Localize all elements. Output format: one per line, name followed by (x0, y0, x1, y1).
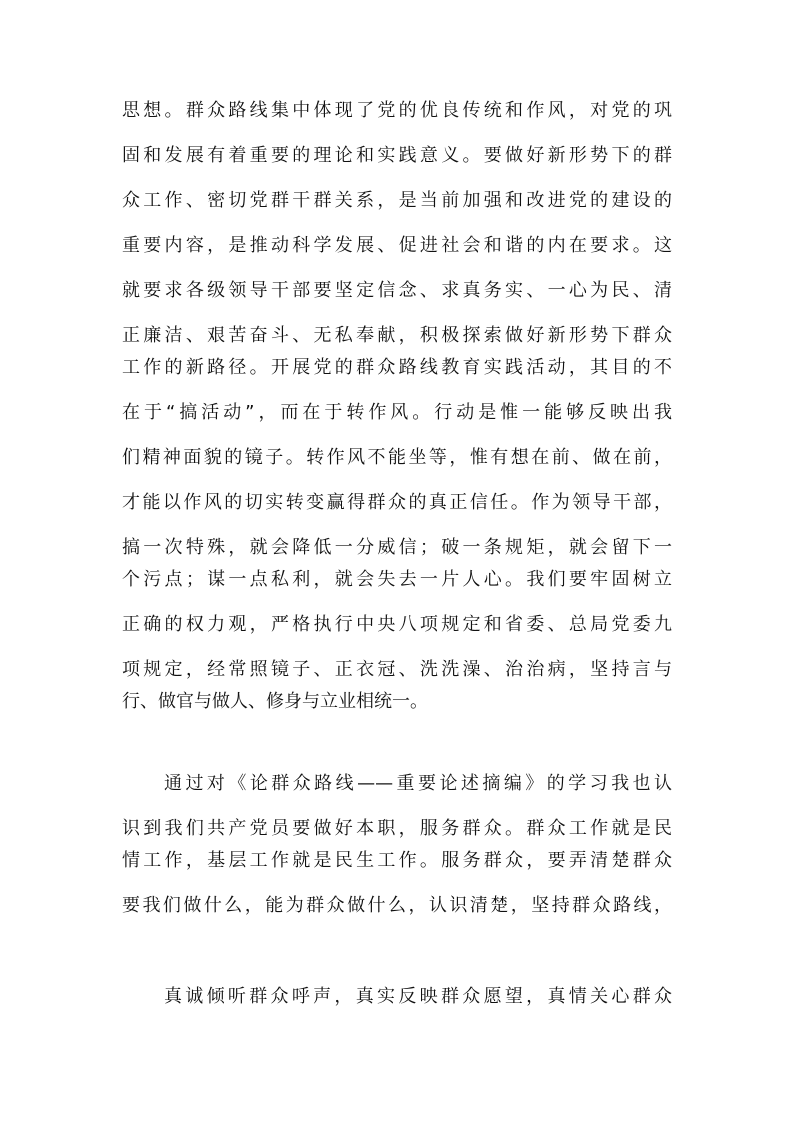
paragraph-1-line-7: 工作的新路径。开展党的群众路线教育实践活动，其目的不 (122, 357, 672, 378)
paragraph-1-line-3: 众工作、密切党群干群关系，是当前加强和改进党的建设的 (122, 190, 672, 211)
paragraph-1-line-14: 项规定，经常照镜子、正衣冠、洗洗澡、治治病，坚持言与 (122, 659, 672, 680)
paragraph-1-line-6: 正廉洁、艰苦奋斗、无私奉献，积极探索做好新形势下群众 (122, 325, 672, 346)
paragraph-1-line-10: 才能以作风的切实转变赢得群众的真正信任。作为领导干部， (122, 492, 672, 513)
paragraph-2-line-1: 通过对《论群众路线——重要论述摘编》的学习我也认 (164, 773, 672, 794)
paragraph-1-line-4: 重要内容，是推动科学发展、促进社会和谐的内在要求。这 (122, 235, 672, 256)
paragraph-1-line-12: 个污点；谋一点私利，就会失去一片人心。我们要牢固树立 (122, 569, 672, 590)
paragraph-1-line-11: 搞一次特殊，就会降低一分威信；破一条规矩，就会留下一 (122, 537, 672, 558)
paragraph-1-line-2: 固和发展有着重要的理论和实践意义。要做好新形势下的群 (122, 145, 672, 166)
paragraph-1-line-5: 就要求各级领导干部要坚定信念、求真务实、一心为民、清 (122, 280, 672, 301)
paragraph-1-line-1: 思想。群众路线集中体现了党的优良传统和作风，对党的巩 (122, 100, 672, 121)
paragraph-1-line-15: 行、做官与做人、修身与立业相统一。 (122, 691, 428, 712)
paragraph-1-line-9: 们精神面貌的镜子。转作风不能坐等，惟有想在前、做在前， (122, 447, 672, 468)
paragraph-2-line-2: 识到我们共产党员要做好本职，服务群众。群众工作就是民 (122, 818, 672, 839)
paragraph-3-line-1: 真诚倾听群众呼声，真实反映群众愿望，真情关心群众 (164, 986, 672, 1007)
paragraph-1-line-13: 正确的权力观，严格执行中央八项规定和省委、总局党委九 (122, 614, 672, 635)
paragraph-2-line-3: 情工作，基层工作就是民生工作。服务群众，要弄清楚群众 (122, 850, 672, 871)
paragraph-1-line-8: 在于“搞活动”，而在于转作风。行动是惟一能够反映出我 (122, 402, 672, 423)
paragraph-2-line-4: 要我们做什么，能为群众做什么，认识清楚，坚持群众路线， (122, 895, 672, 916)
